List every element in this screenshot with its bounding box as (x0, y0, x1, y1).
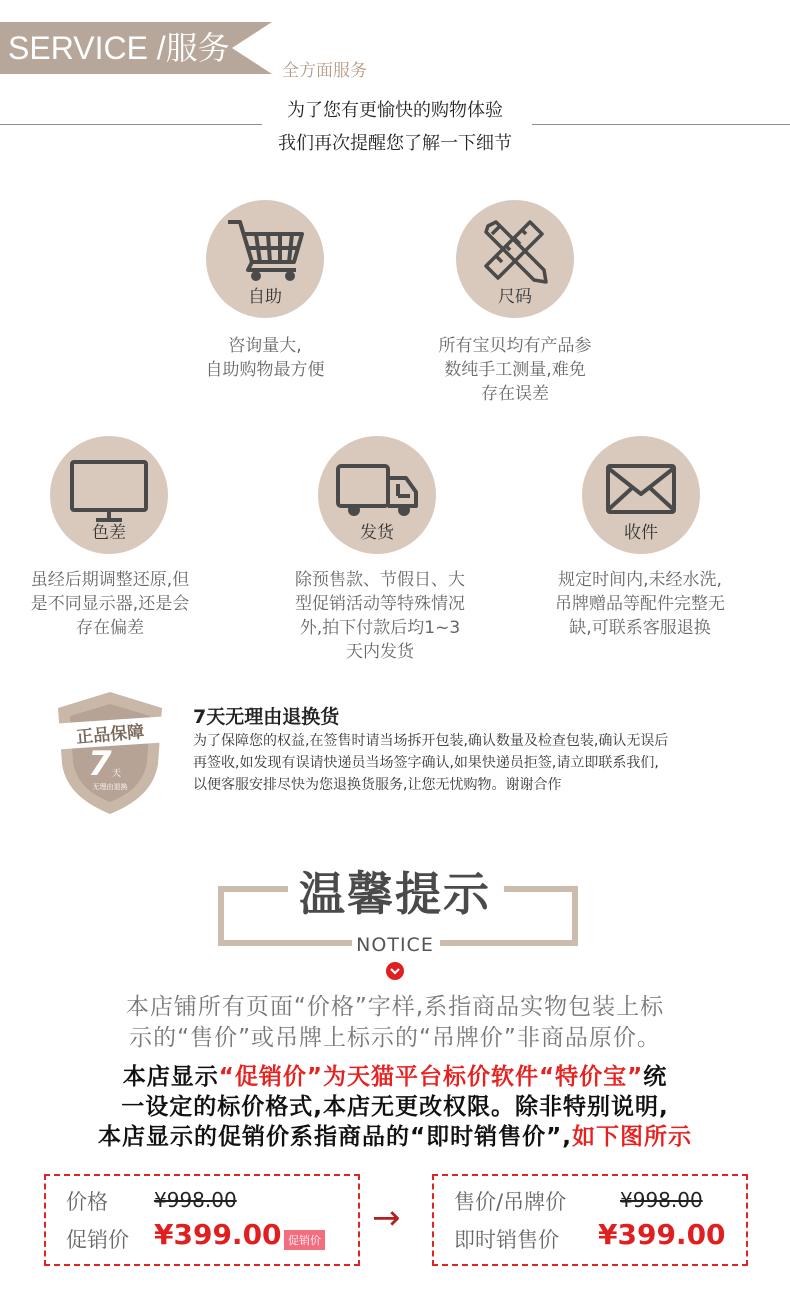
chevron-down-icon (386, 962, 404, 980)
desc-line: 所有宝贝均有产品参 (438, 336, 592, 356)
notice-paragraph-2 (0, 1062, 790, 1152)
notice-text: 本店显示 (122, 1064, 219, 1090)
service-color (50, 436, 168, 554)
original-price: ¥998.00 (620, 1188, 703, 1212)
desc-line: 是不同显示器,还是会 (30, 594, 190, 614)
notice-line: 本店铺所有页面“价格”字样,系指商品实物包装上标 (125, 994, 665, 1020)
desc-line: 天内发货 (346, 642, 414, 662)
divider-left (0, 124, 262, 125)
service-label: 自助 (248, 287, 282, 307)
desc-line: 规定时间内,未经水洗, (558, 570, 722, 590)
desc-line: 型促销活动等特殊情况 (295, 594, 465, 614)
original-price: ¥998.00 (154, 1188, 237, 1212)
service-desc-color (0, 568, 220, 640)
banner-title: SERVICE /服务 (8, 30, 230, 66)
desc-line: 除预售款、节假日、大 (295, 570, 465, 590)
desc-line: 存在偏差 (76, 618, 144, 638)
desc-line: 存在误差 (481, 384, 549, 404)
desc-line: 虽经后期调整还原,但 (30, 570, 190, 590)
price-label: 售价/吊牌价 (454, 1190, 567, 1214)
banner-subtitle: 全方面服务 (282, 61, 367, 81)
service-desc-size (405, 334, 625, 406)
badge-number: 7 (88, 744, 112, 784)
divider-right (532, 124, 790, 125)
banner-notch (232, 22, 272, 74)
notice-word: NOTICE (356, 934, 434, 956)
guarantee-title: 7天无理由退换货 (193, 706, 340, 728)
badge-subtitle: 无理由退换 (92, 783, 128, 791)
service-label: 发货 (360, 523, 394, 543)
guarantee-line: 为了保障您的权益,在签售时请当场拆开包装,确认数量及检查包装,确认无误后 (193, 733, 669, 749)
notice-title: 温馨提示 (299, 867, 491, 921)
desc-line: 外,拍下付款后均1~3 (299, 618, 461, 638)
notice-highlight: “促销价”为天猫平台标价软件“特价宝” (218, 1064, 644, 1090)
service-receive (582, 436, 700, 554)
promo-price-label: 促销价 (66, 1228, 129, 1252)
service-desc-self-help (165, 334, 365, 382)
service-shipping (318, 436, 436, 554)
desc-line: 自助购物最方便 (205, 360, 325, 380)
notice-line: 示的“售价”或吊牌上标示的“吊牌价”非商品原价。 (129, 1025, 661, 1051)
notice-text: 本店显示的促销价系指商品的“即时销售价”, (98, 1124, 572, 1150)
guarantee-line: 以便客服安排尽快为您退换货服务,让您无忧购物。谢谢合作 (193, 777, 562, 793)
intro-line-2: 我们再次提醒您了解一下细节 (278, 133, 512, 154)
badge-unit: 天 (112, 769, 122, 779)
intro-line-1: 为了您有更愉快的购物体验 (287, 100, 503, 121)
service-self-help (206, 200, 324, 318)
notice-highlight: 如下图所示 (571, 1124, 692, 1150)
notice-line (0, 1062, 790, 1092)
desc-line: 咨询量大, (228, 336, 302, 356)
desc-line: 吊牌赠品等配件完整无 (555, 594, 725, 614)
realtime-price-label: 即时销售价 (454, 1228, 559, 1252)
notice-text: 统 (643, 1064, 668, 1090)
service-label: 尺码 (498, 287, 532, 307)
badge-title: 正品保障 (75, 722, 145, 748)
service-desc-receive (530, 568, 750, 640)
promo-price: ¥399.00 (154, 1218, 282, 1251)
service-size (456, 200, 574, 318)
desc-line: 数纯手工测量,难免 (444, 360, 586, 380)
service-label: 色差 (92, 523, 126, 543)
price-label: 价格 (66, 1190, 108, 1214)
arrow-right-icon: → (372, 1198, 401, 1238)
notice-paragraph-1 (0, 992, 790, 1054)
notice-line: 一设定的标价格式,本店无更改权限。除非特别说明, (121, 1094, 669, 1120)
promo-tag: 促销价 (284, 1230, 325, 1250)
notice-line (0, 1122, 790, 1152)
guarantee-text (193, 730, 790, 796)
guarantee-line: 再签收,如发现有误请快递员当场签字确认,如果快递员拒签,请立即联系我们, (193, 755, 659, 771)
service-label: 收件 (624, 523, 658, 543)
service-desc-shipping (280, 568, 480, 664)
desc-line: 缺,可联系客服退换 (569, 618, 711, 638)
realtime-price: ¥399.00 (598, 1218, 726, 1251)
